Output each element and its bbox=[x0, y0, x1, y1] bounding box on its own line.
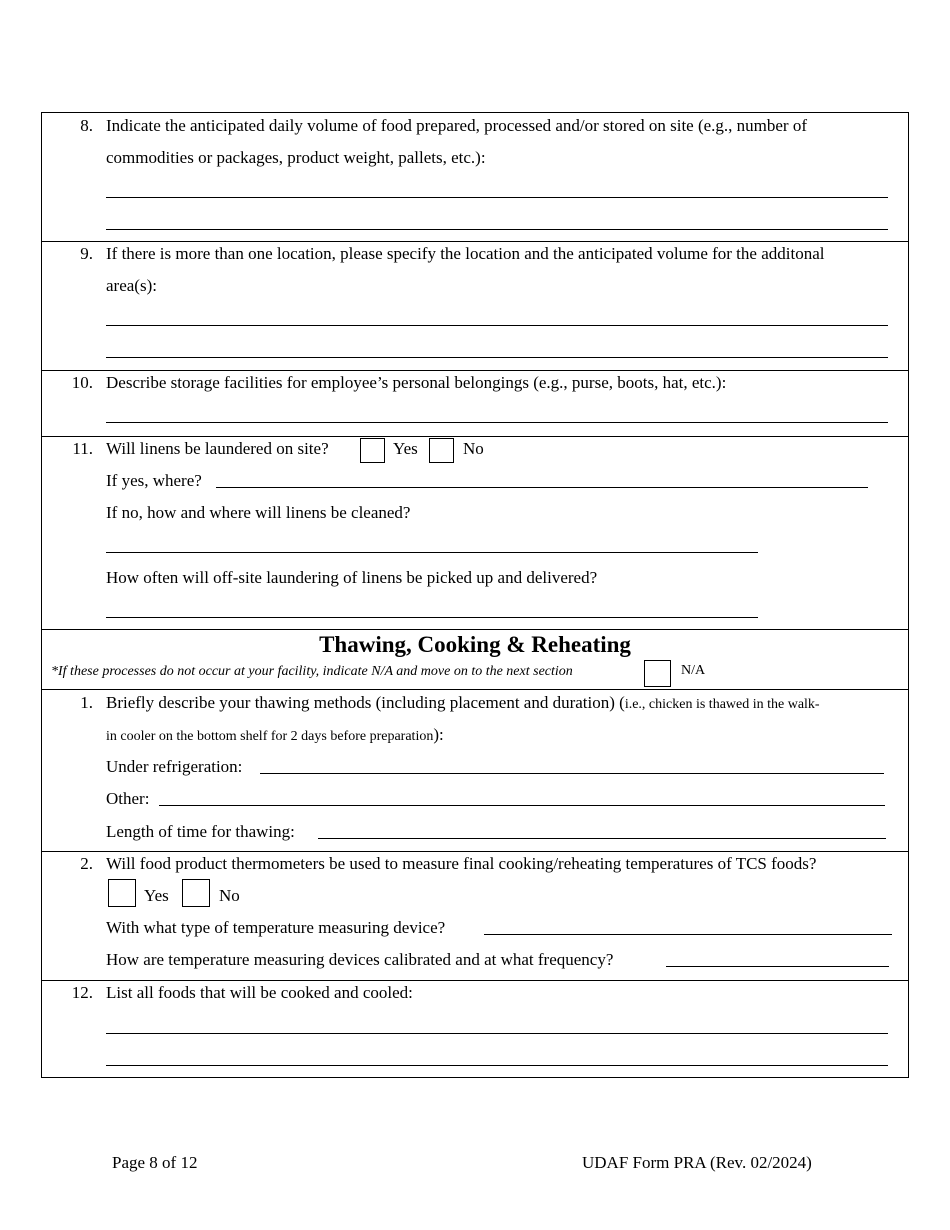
na-checkbox[interactable] bbox=[644, 660, 671, 687]
if-no-answer-line[interactable] bbox=[106, 552, 758, 553]
question-text: Indicate the anticipated daily volume of food prepared, processed and/or stored on site (e.g., number of bbox=[106, 116, 808, 135]
calibration-label: How are temperature measuring devices calibrated and at what frequency? bbox=[106, 950, 614, 969]
question-12 bbox=[42, 980, 908, 1077]
answer-line[interactable] bbox=[106, 197, 888, 198]
question-9 bbox=[42, 241, 908, 370]
other-label: Other: bbox=[106, 789, 150, 808]
how-often-answer-line[interactable] bbox=[106, 617, 758, 618]
yes-label: Yes bbox=[393, 439, 418, 458]
question-number: 2. bbox=[80, 854, 93, 873]
section-note: *If these processes do not occur at your facility, indicate N/A and move on to the next section bbox=[51, 664, 573, 679]
laundered-yes-checkbox[interactable] bbox=[360, 438, 385, 463]
answer-line[interactable] bbox=[106, 229, 888, 230]
device-type-label: With what type of temperature measuring device? bbox=[106, 918, 446, 937]
page-number: Page 8 of 12 bbox=[112, 1153, 198, 1172]
question-text: If there is more than one location, please specify the location and the anticipated volume for the additonal bbox=[106, 244, 825, 263]
other-line[interactable] bbox=[159, 805, 885, 806]
if-yes-answer-line[interactable] bbox=[216, 487, 868, 488]
question-text: Will food product thermometers be used to measure final cooking/reheating temperatures of TCS foods? bbox=[106, 854, 817, 873]
how-often-label: How often will off-site laundering of linens be picked up and delivered? bbox=[106, 568, 598, 587]
thawing-section-header bbox=[42, 629, 908, 689]
question-number: 10. bbox=[71, 373, 93, 392]
question-text-continued: in cooler on the bottom shelf for 2 days before preparation): bbox=[106, 725, 444, 744]
laundered-no-checkbox[interactable] bbox=[429, 438, 454, 463]
question-number: 11. bbox=[72, 439, 93, 458]
question-text: Briefly describe your thawing methods (including placement and duration) (i.e., chicken is thawed in the walk- bbox=[106, 693, 820, 712]
question-text-continued: area(s): bbox=[106, 276, 157, 295]
question-text: Will linens be laundered on site? bbox=[106, 439, 329, 458]
thawing-question-1 bbox=[42, 689, 908, 851]
thermometer-yes-checkbox[interactable] bbox=[108, 879, 136, 907]
question-number: 12. bbox=[71, 983, 93, 1002]
question-8 bbox=[42, 113, 908, 241]
thawing-time-label: Length of time for thawing: bbox=[106, 822, 295, 841]
answer-line[interactable] bbox=[106, 325, 888, 326]
under-refrigeration-label: Under refrigeration: bbox=[106, 757, 243, 776]
question-number: 8. bbox=[80, 116, 93, 135]
question-11 bbox=[42, 436, 908, 629]
no-label: No bbox=[219, 886, 240, 905]
if-yes-label: If yes, where? bbox=[106, 471, 202, 490]
question-text: List all foods that will be cooked and cooled: bbox=[106, 983, 413, 1002]
answer-line[interactable] bbox=[106, 422, 888, 423]
calibration-line[interactable] bbox=[666, 966, 889, 967]
answer-line[interactable] bbox=[106, 357, 888, 358]
pra-form bbox=[41, 112, 909, 1078]
section-title: Thawing, Cooking & Reheating bbox=[319, 632, 631, 657]
thermometer-no-checkbox[interactable] bbox=[182, 879, 210, 907]
na-label: N/A bbox=[681, 663, 706, 678]
question-text-continued: commodities or packages, product weight, pallets, etc.): bbox=[106, 148, 486, 167]
question-text: Describe storage facilities for employee’s personal belongings (e.g., purse, boots, hat, etc.): bbox=[106, 373, 727, 392]
question-10 bbox=[42, 370, 908, 436]
answer-line[interactable] bbox=[106, 1033, 888, 1034]
answer-line[interactable] bbox=[106, 1065, 888, 1066]
device-type-line[interactable] bbox=[484, 934, 892, 935]
question-number: 9. bbox=[80, 244, 93, 263]
under-refrigeration-line[interactable] bbox=[260, 773, 884, 774]
question-number: 1. bbox=[80, 693, 93, 712]
no-label: No bbox=[463, 439, 484, 458]
thawing-question-2 bbox=[42, 851, 908, 980]
if-no-label: If no, how and where will linens be cleaned? bbox=[106, 503, 411, 522]
thawing-time-line[interactable] bbox=[318, 838, 886, 839]
form-id: UDAF Form PRA (Rev. 02/2024) bbox=[582, 1153, 812, 1172]
yes-label: Yes bbox=[144, 886, 169, 905]
